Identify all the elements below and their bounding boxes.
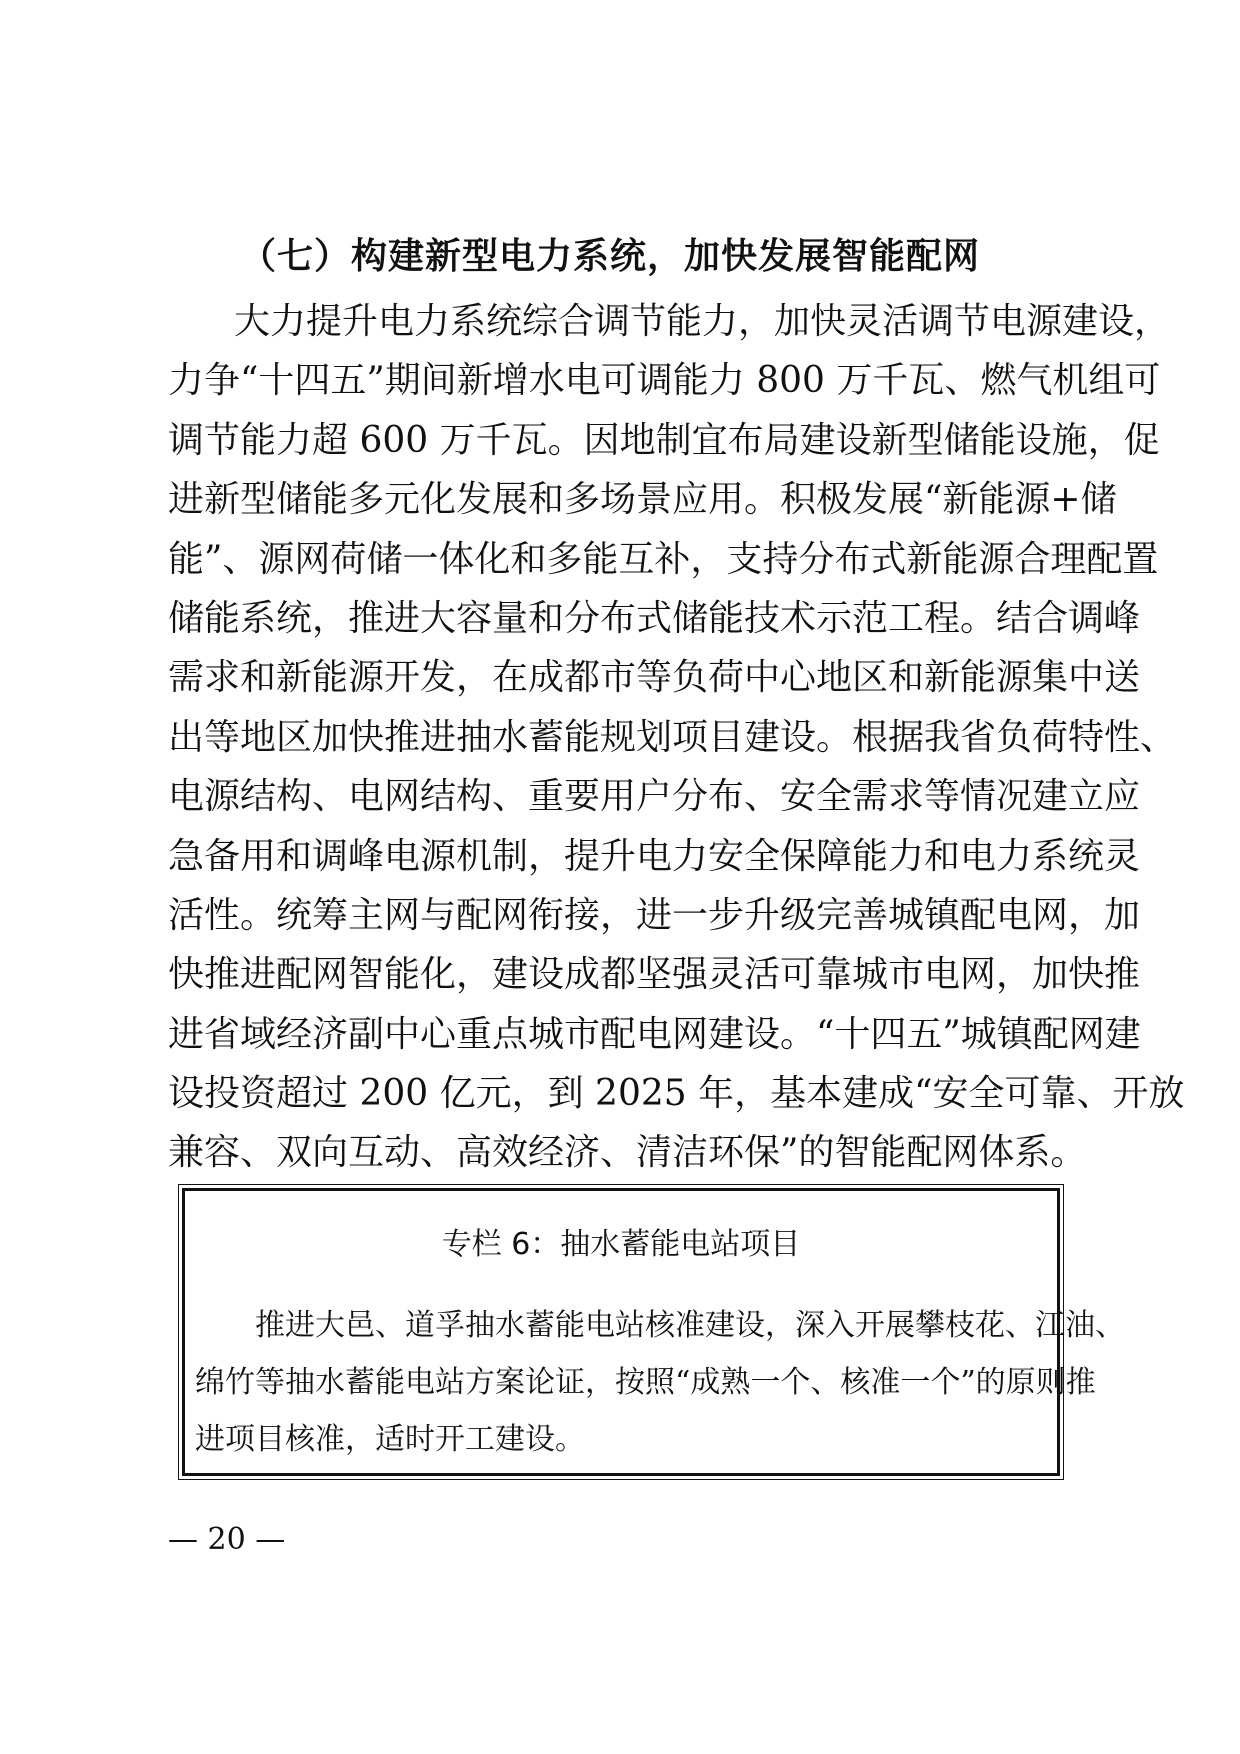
paragraph-line: 储能系统，推进大容量和分布式储能技术示范工程。结合调峰 <box>168 597 1141 639</box>
paragraph-line: 进新型储能多元化发展和多场景应用。积极发展“新能源+储 <box>168 479 1117 521</box>
body-paragraph <box>168 292 1185 1183</box>
paragraph-line: 需求和新能源开发，在成都市等负荷中心地区和新能源集中送 <box>168 657 1141 699</box>
paragraph-line: 设投资超过 200 亿元，到 2025 年，基本建成“安全可靠、开放 <box>168 1073 1185 1115</box>
paragraph-line: 活性。统筹主网与配网衔接，进一步升级完善城镇配电网，加 <box>168 894 1141 936</box>
paragraph-line: 出等地区加快推进抽水蓄能规划项目建设。根据我省负荷特性、 <box>168 716 1177 758</box>
paragraph-line: 电源结构、电网结构、重要用户分布、安全需求等情况建立应 <box>168 776 1141 818</box>
paragraph-line: 力争“十四五”期间新增水电可调能力 800 万千瓦、燃气机组可 <box>168 360 1161 402</box>
paragraph-line: 能”、源网荷储一体化和多能互补，支持分布式新能源合理配置 <box>168 538 1159 580</box>
page-number: — 20 — <box>168 1522 286 1557</box>
paragraph-line: 兼容、双向互动、高效经济、清洁环保”的智能配网体系。 <box>168 1132 1087 1174</box>
column-line: 绵竹等抽水蓄能电站方案论证，按照“成熟一个、核准一个”的原则推 <box>195 1365 1096 1400</box>
paragraph-line: 快推进配网智能化，建设成都坚强灵活可靠城市电网，加快推 <box>168 954 1141 996</box>
column-title: 专栏 6：抽水蓄能电站项目 <box>441 1227 801 1262</box>
section-heading: （七）构建新型电力系统，加快发展智能配网 <box>240 236 981 277</box>
column-body <box>195 1297 1125 1468</box>
column-line: 进项目核准，适时开工建设。 <box>195 1422 585 1457</box>
special-column-box <box>182 1188 1125 1476</box>
paragraph-line: 大力提升电力系统综合调节能力，加快灵活调节电源建设， <box>234 301 1171 342</box>
paragraph-line: 进省域经济副中心重点城市配电网建设。“十四五”城镇配网建 <box>168 1013 1141 1055</box>
paragraph-line: 调节能力超 600 万千瓦。因地制宜布局建设新型储能设施，促 <box>168 419 1160 461</box>
column-line: 推进大邑、道孚抽水蓄能电站核准建设，深入开展攀枝花、江油、 <box>255 1308 1125 1343</box>
paragraph-line: 急备用和调峰电源机制，提升电力安全保障能力和电力系统灵 <box>168 835 1141 877</box>
